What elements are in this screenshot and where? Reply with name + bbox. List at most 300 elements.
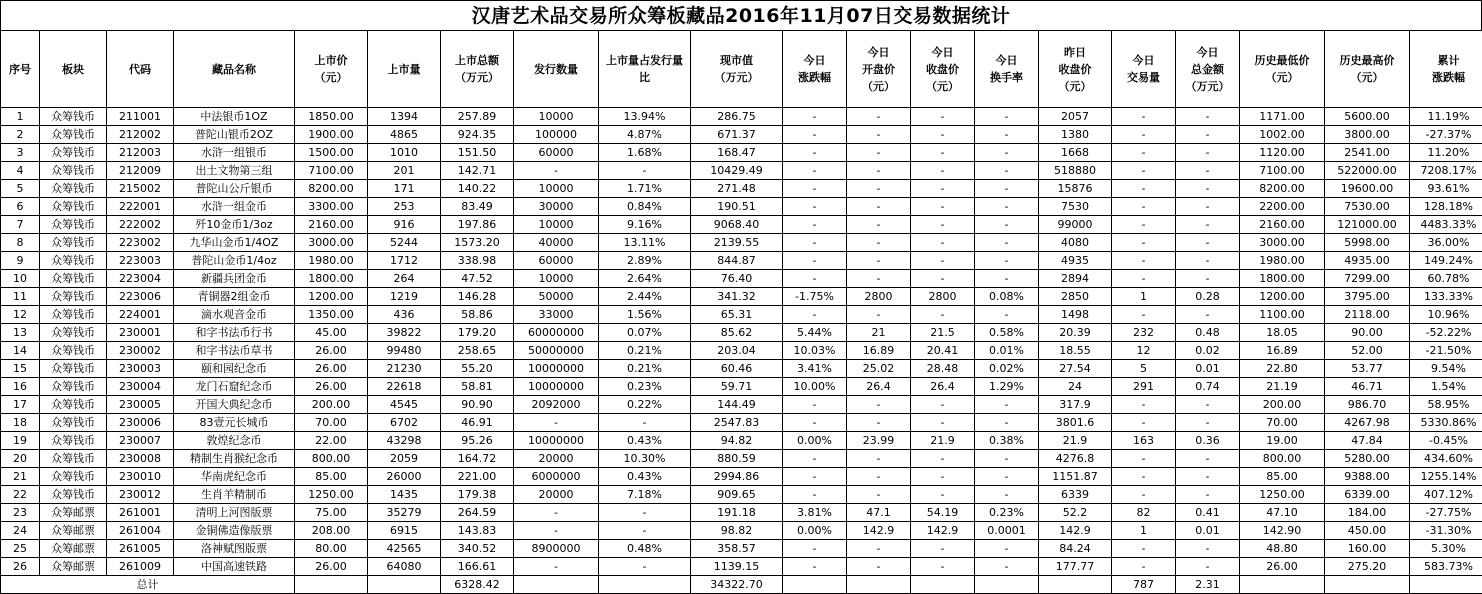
table-cell: 13 [1, 324, 40, 342]
table-cell: 24 [1, 522, 40, 540]
table-cell: 190.51 [691, 198, 783, 216]
table-cell: 4276.8 [1039, 450, 1112, 468]
table-cell: 7100.00 [295, 162, 368, 180]
column-header [295, 31, 368, 108]
table-cell: 6 [1, 198, 40, 216]
table-cell: - [911, 468, 975, 486]
table-cell: 1498 [1039, 306, 1112, 324]
table-cell: - [975, 126, 1039, 144]
table-cell: 160.00 [1325, 540, 1410, 558]
table-cell: 121000.00 [1325, 216, 1410, 234]
table-row [1, 162, 1482, 180]
table-cell: 4865 [368, 126, 441, 144]
table-cell: 4 [1, 162, 40, 180]
table-cell: - [911, 180, 975, 198]
table-cell: - [599, 558, 691, 576]
table-cell: 924.35 [441, 126, 514, 144]
table-cell: 0.21% [599, 342, 691, 360]
table-cell: 60.78% [1410, 270, 1482, 288]
table-cell: 21.9 [1039, 432, 1112, 450]
table-cell: - [1176, 540, 1240, 558]
table-cell: -0.45% [1410, 432, 1482, 450]
table-cell: 2800 [847, 288, 911, 306]
total-empty-cell [975, 576, 1039, 594]
table-cell: - [847, 180, 911, 198]
table-cell: 0.23% [599, 378, 691, 396]
table-cell: - [847, 414, 911, 432]
table-cell: 222001 [107, 198, 174, 216]
table-cell: 142.9 [911, 522, 975, 540]
table-cell: 3000.00 [295, 234, 368, 252]
table-cell: 5280.00 [1325, 450, 1410, 468]
table-cell: 230004 [107, 378, 174, 396]
table-cell: 436 [368, 306, 441, 324]
table-cell: 880.59 [691, 450, 783, 468]
table-cell: 70.00 [1240, 414, 1325, 432]
table-cell: 20 [1, 450, 40, 468]
table-cell: 1010 [368, 144, 441, 162]
table-cell: - [1176, 216, 1240, 234]
table-cell: 众筹钱币 [40, 486, 107, 504]
table-cell: 滴水观音金币 [174, 306, 295, 324]
table-cell: 46.91 [441, 414, 514, 432]
column-header-label: 昨日 收盘价 （元） [1039, 44, 1111, 95]
table-cell: 1002.00 [1240, 126, 1325, 144]
table-cell: 261001 [107, 504, 174, 522]
table-cell: - [599, 504, 691, 522]
table-cell: - [783, 270, 847, 288]
table-cell: - [847, 468, 911, 486]
table-cell: 1850.00 [295, 108, 368, 126]
table-cell: - [847, 270, 911, 288]
table-row [1, 126, 1482, 144]
table-cell: 47.10 [1240, 504, 1325, 522]
table-cell: 2057 [1039, 108, 1112, 126]
total-empty-cell [847, 576, 911, 594]
table-cell: - [1176, 126, 1240, 144]
table-cell: - [911, 108, 975, 126]
table-cell: 317.9 [1039, 396, 1112, 414]
table-cell: - [975, 468, 1039, 486]
table-cell: 99000 [1039, 216, 1112, 234]
column-header-label: 上市量 [368, 61, 440, 78]
table-cell: - [911, 486, 975, 504]
table-cell: - [975, 216, 1039, 234]
table-row [1, 450, 1482, 468]
table-cell: - [975, 108, 1039, 126]
table-cell: 11 [1, 288, 40, 306]
table-cell: 21.5 [911, 324, 975, 342]
table-cell: - [514, 558, 599, 576]
table-cell: - [599, 162, 691, 180]
table-cell: 1120.00 [1240, 144, 1325, 162]
table-cell: 1.56% [599, 306, 691, 324]
table-cell: -52.22% [1410, 324, 1482, 342]
table-row [1, 522, 1482, 540]
table-cell: 12 [1, 306, 40, 324]
table-cell: - [783, 486, 847, 504]
table-cell: 221.00 [441, 468, 514, 486]
table-cell: 6915 [368, 522, 441, 540]
column-header-label: 累计 涨跌幅 [1410, 52, 1482, 86]
table-row [1, 378, 1482, 396]
table-cell: 22618 [368, 378, 441, 396]
table-cell: 4545 [368, 396, 441, 414]
table-cell: 龙门石窟纪念币 [174, 378, 295, 396]
table-row [1, 396, 1482, 414]
table-cell: - [783, 216, 847, 234]
table-cell: 26.00 [1240, 558, 1325, 576]
table-cell: 26.00 [295, 378, 368, 396]
table-cell: 26 [1, 558, 40, 576]
table-cell: 140.22 [441, 180, 514, 198]
table-cell: - [847, 108, 911, 126]
table-cell: 211001 [107, 108, 174, 126]
table-cell: 普陀山金币1/4oz [174, 252, 295, 270]
column-header [1112, 31, 1176, 108]
table-cell: - [783, 414, 847, 432]
table-cell: 1255.14% [1410, 468, 1482, 486]
table-cell: 90.00 [1325, 324, 1410, 342]
table-cell: 21.19 [1240, 378, 1325, 396]
column-header [368, 31, 441, 108]
table-cell: 4267.98 [1325, 414, 1410, 432]
table-cell: 230007 [107, 432, 174, 450]
table-cell: 22 [1, 486, 40, 504]
table-cell: 143.83 [441, 522, 514, 540]
table-cell: 0.84% [599, 198, 691, 216]
table-cell: 3.81% [783, 504, 847, 522]
table-cell: - [1112, 450, 1176, 468]
column-header-label: 今日 交易量 [1112, 52, 1175, 86]
column-header-label: 现市值 （万元） [691, 52, 782, 86]
table-cell: 中法银币1OZ [174, 108, 295, 126]
table-cell: 341.32 [691, 288, 783, 306]
table-cell: 75.00 [295, 504, 368, 522]
table-cell: 清明上河图版票 [174, 504, 295, 522]
total-empty-cell [911, 576, 975, 594]
table-cell: 0.00% [783, 522, 847, 540]
table-cell: 291 [1112, 378, 1176, 396]
table-cell: 众筹邮票 [40, 540, 107, 558]
table-cell: 60000 [514, 144, 599, 162]
table-cell: 众筹钱币 [40, 360, 107, 378]
column-header-label: 今日 总金额 （万元） [1176, 44, 1239, 95]
table-cell: -1.75% [783, 288, 847, 306]
table-cell: 26.4 [847, 378, 911, 396]
table-cell: 844.87 [691, 252, 783, 270]
table-cell: - [975, 162, 1039, 180]
column-header-label: 今日 收盘价 （元） [911, 44, 974, 95]
table-cell: 9388.00 [1325, 468, 1410, 486]
table-row [1, 414, 1482, 432]
table-cell: 4483.33% [1410, 216, 1482, 234]
table-cell: - [847, 396, 911, 414]
table-cell: - [1176, 396, 1240, 414]
table-cell: - [1176, 414, 1240, 432]
table-cell: 90.90 [441, 396, 514, 414]
table-cell: 10000 [514, 216, 599, 234]
table-cell: 230003 [107, 360, 174, 378]
table-cell: - [975, 144, 1039, 162]
table-cell: - [911, 198, 975, 216]
table-cell: 0.21% [599, 360, 691, 378]
table-cell: 30000 [514, 198, 599, 216]
table-cell: 1394 [368, 108, 441, 126]
table-cell: - [911, 126, 975, 144]
table-cell: 18 [1, 414, 40, 432]
table-cell: 3000.00 [1240, 234, 1325, 252]
table-cell: - [599, 522, 691, 540]
table-cell: 909.65 [691, 486, 783, 504]
table-cell: 151.50 [441, 144, 514, 162]
table-cell: - [911, 414, 975, 432]
table-cell: 45.00 [295, 324, 368, 342]
table-cell: 13.94% [599, 108, 691, 126]
column-header [1325, 31, 1410, 108]
table-cell: 208.00 [295, 522, 368, 540]
table-cell: 133.33% [1410, 288, 1482, 306]
column-header-label: 今日 换手率 [975, 52, 1038, 86]
table-row [1, 486, 1482, 504]
table-cell: 众筹邮票 [40, 558, 107, 576]
table-cell: - [1112, 180, 1176, 198]
table-cell: - [847, 540, 911, 558]
table-cell: 5.44% [783, 324, 847, 342]
table-cell: 1200.00 [1240, 288, 1325, 306]
table-cell: 171 [368, 180, 441, 198]
table-cell: 19 [1, 432, 40, 450]
table-cell: - [1112, 216, 1176, 234]
table-row [1, 468, 1482, 486]
table-cell: 26.00 [295, 342, 368, 360]
table-cell: 10.03% [783, 342, 847, 360]
total-row [1, 576, 1482, 594]
table-cell: 0.38% [975, 432, 1039, 450]
table-row [1, 432, 1482, 450]
table-cell: 0.02 [1176, 342, 1240, 360]
table-cell: 0.41 [1176, 504, 1240, 522]
table-cell: - [847, 306, 911, 324]
table-cell: - [1112, 126, 1176, 144]
table-cell: 1.54% [1410, 378, 1482, 396]
table-cell: 22.00 [295, 432, 368, 450]
table-cell: 47.84 [1325, 432, 1410, 450]
table-cell: - [911, 234, 975, 252]
table-cell: - [975, 306, 1039, 324]
table-cell: 80.00 [295, 540, 368, 558]
table-cell: - [1112, 234, 1176, 252]
table-cell: 0.07% [599, 324, 691, 342]
table-cell: - [783, 234, 847, 252]
column-header-label: 上市量占发行量 比 [599, 52, 690, 86]
table-cell: - [911, 396, 975, 414]
table-cell: 新疆兵团金币 [174, 270, 295, 288]
table-cell: 191.18 [691, 504, 783, 522]
table-cell: - [847, 216, 911, 234]
table-cell: 众筹钱币 [40, 216, 107, 234]
table-cell: 众筹钱币 [40, 414, 107, 432]
column-header [174, 31, 295, 108]
table-row [1, 540, 1482, 558]
table-cell: 33000 [514, 306, 599, 324]
column-header [599, 31, 691, 108]
table-cell: - [783, 198, 847, 216]
table-row [1, 198, 1482, 216]
table-row [1, 216, 1482, 234]
table-row [1, 270, 1482, 288]
table-cell: 518880 [1039, 162, 1112, 180]
column-header [1240, 31, 1325, 108]
table-cell: 2.89% [599, 252, 691, 270]
table-cell: 93.61% [1410, 180, 1482, 198]
total-listing-amount: 6328.42 [441, 576, 514, 594]
total-empty-cell [1240, 576, 1325, 594]
table-cell: 20000 [514, 486, 599, 504]
table-cell: 10.96% [1410, 306, 1482, 324]
table-cell: - [975, 486, 1039, 504]
table-cell: 1380 [1039, 126, 1112, 144]
table-cell: 1668 [1039, 144, 1112, 162]
table-cell: 200.00 [295, 396, 368, 414]
table-cell: - [1176, 486, 1240, 504]
total-label: 总计 [1, 576, 295, 594]
table-cell: 258.65 [441, 342, 514, 360]
column-header-label: 历史最低价 （元） [1240, 52, 1324, 86]
table-cell: 15876 [1039, 180, 1112, 198]
table-row [1, 288, 1482, 306]
table-cell: 1 [1112, 522, 1176, 540]
total-turnover-amount: 2.31 [1176, 576, 1240, 594]
table-row [1, 342, 1482, 360]
table-cell: 85.00 [295, 468, 368, 486]
table-cell: 230002 [107, 342, 174, 360]
table-row [1, 324, 1482, 342]
table-cell: 264.59 [441, 504, 514, 522]
column-header [514, 31, 599, 108]
table-cell: 85.62 [691, 324, 783, 342]
table-cell: 14 [1, 342, 40, 360]
table-row [1, 306, 1482, 324]
table-cell: - [847, 252, 911, 270]
table-cell: 25.02 [847, 360, 911, 378]
table-cell: - [1176, 306, 1240, 324]
table-cell: - [1176, 144, 1240, 162]
table-cell: 212002 [107, 126, 174, 144]
column-header-label: 上市价 （元） [295, 52, 367, 86]
table-cell: 众筹钱币 [40, 306, 107, 324]
table-cell: - [1176, 162, 1240, 180]
table-cell: 16 [1, 378, 40, 396]
table-cell: 15 [1, 360, 40, 378]
table-cell: 261005 [107, 540, 174, 558]
table-cell: 10.00% [783, 378, 847, 396]
table-cell: 3300.00 [295, 198, 368, 216]
table-row [1, 504, 1482, 522]
table-cell: 19.00 [1240, 432, 1325, 450]
table-cell: 40000 [514, 234, 599, 252]
table-cell: 普陀山银币2OZ [174, 126, 295, 144]
table-cell: 223003 [107, 252, 174, 270]
table-cell: 10000000 [514, 432, 599, 450]
table-cell: 70.00 [295, 414, 368, 432]
table-cell: 和字书法币草书 [174, 342, 295, 360]
table-cell: 7208.17% [1410, 162, 1482, 180]
table-cell: 230006 [107, 414, 174, 432]
table-cell: 17 [1, 396, 40, 414]
total-empty-cell [368, 576, 441, 594]
table-cell: 2547.83 [691, 414, 783, 432]
table-cell: 众筹钱币 [40, 126, 107, 144]
table-cell: 434.60% [1410, 450, 1482, 468]
table-cell: 7 [1, 216, 40, 234]
table-cell: 197.86 [441, 216, 514, 234]
table-cell: 普陀山公斤银币 [174, 180, 295, 198]
table-cell: 407.12% [1410, 486, 1482, 504]
table-cell: 8 [1, 234, 40, 252]
table-cell: - [514, 522, 599, 540]
table-cell: 7530 [1039, 198, 1112, 216]
table-cell: 50000000 [514, 342, 599, 360]
table-cell: - [1112, 414, 1176, 432]
table-cell: 众筹钱币 [40, 396, 107, 414]
table-cell: 5.30% [1410, 540, 1482, 558]
table-cell: - [783, 558, 847, 576]
table-cell: 2118.00 [1325, 306, 1410, 324]
table-cell: 65.31 [691, 306, 783, 324]
table-cell: 众筹钱币 [40, 288, 107, 306]
table-cell: 0.43% [599, 468, 691, 486]
column-header [1410, 31, 1482, 108]
table-cell: 149.24% [1410, 252, 1482, 270]
table-cell: - [975, 414, 1039, 432]
table-cell: - [783, 252, 847, 270]
table-cell: 华南虎纪念币 [174, 468, 295, 486]
table-cell: - [1112, 468, 1176, 486]
table-cell: - [1176, 450, 1240, 468]
table-cell: - [911, 540, 975, 558]
table-cell: 340.52 [441, 540, 514, 558]
table-cell: 3 [1, 144, 40, 162]
table-cell: 2 [1, 126, 40, 144]
table-cell: 25 [1, 540, 40, 558]
table-cell: 8200.00 [295, 180, 368, 198]
table-cell: - [847, 144, 911, 162]
table-cell: 223006 [107, 288, 174, 306]
table-cell: 85.00 [1240, 468, 1325, 486]
table-cell: 0.08% [975, 288, 1039, 306]
table-cell: 55.20 [441, 360, 514, 378]
table-cell: 众筹钱币 [40, 342, 107, 360]
table-cell: - [1112, 270, 1176, 288]
table-cell: 7.18% [599, 486, 691, 504]
total-empty-cell [1325, 576, 1410, 594]
table-cell: 223002 [107, 234, 174, 252]
table-cell: 46.71 [1325, 378, 1410, 396]
table-cell: 敦煌纪念币 [174, 432, 295, 450]
table-cell: 18.55 [1039, 342, 1112, 360]
table-cell: 5600.00 [1325, 108, 1410, 126]
table-cell: 4935 [1039, 252, 1112, 270]
table-cell: 19600.00 [1325, 180, 1410, 198]
table-cell: 800.00 [295, 450, 368, 468]
table-cell: 20000 [514, 450, 599, 468]
table-cell: 23 [1, 504, 40, 522]
table-cell: 168.47 [691, 144, 783, 162]
table-cell: - [911, 252, 975, 270]
table-cell: - [1112, 306, 1176, 324]
table-cell: - [1176, 468, 1240, 486]
